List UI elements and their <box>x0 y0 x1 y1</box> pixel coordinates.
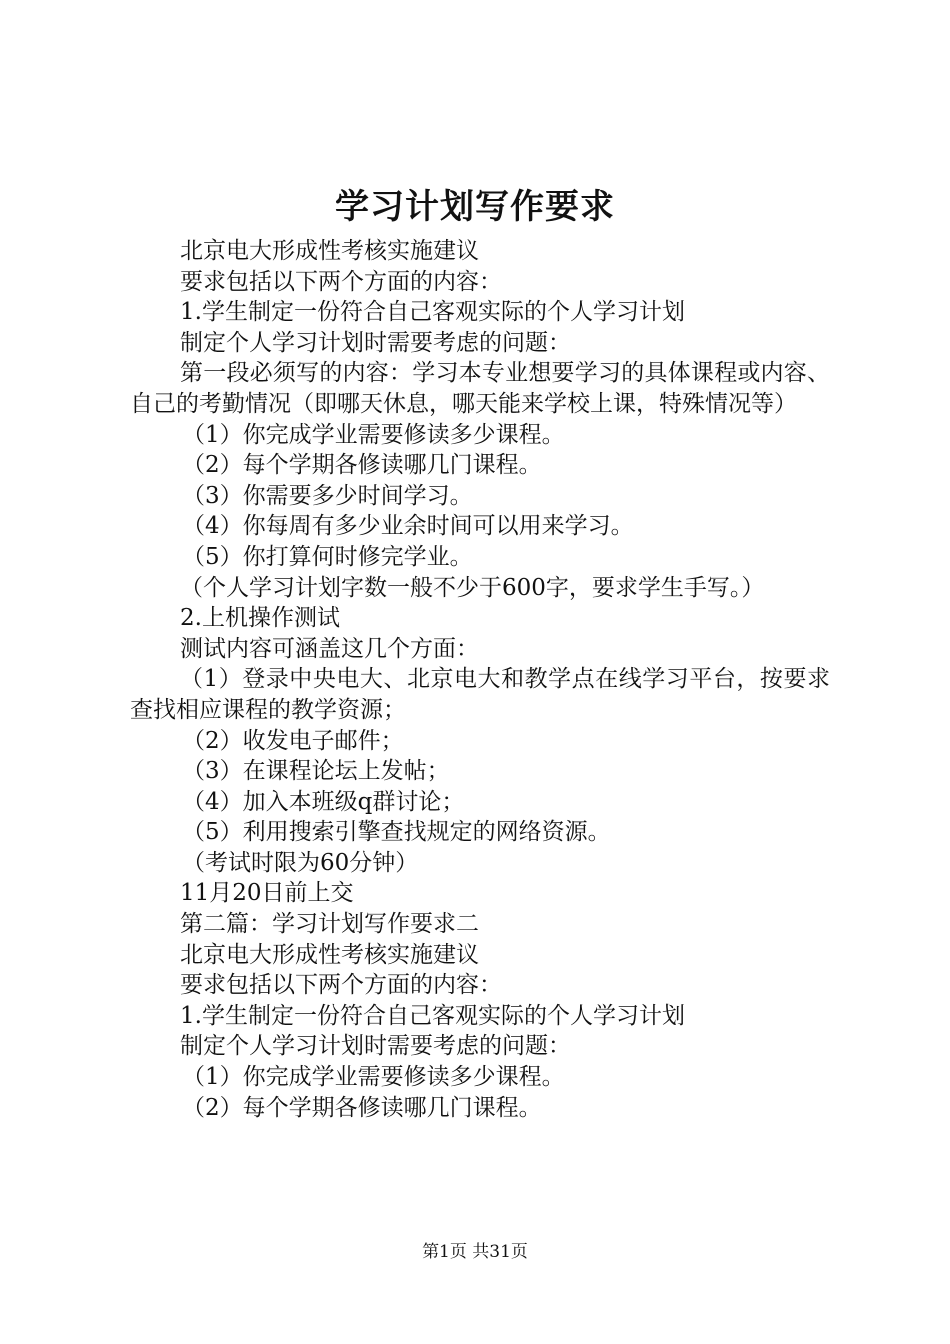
list-item: （3）在课程论坛上发帖； <box>182 758 450 785</box>
paragraph-line: 制定个人学习计划时需要考虑的问题： <box>180 329 571 356</box>
list-item: （1）登录中央电大、北京电大和教学点在线学习平台，按要求查找相应课程的教学资源； <box>130 666 830 723</box>
document-title: 学习计划写作要求 <box>335 187 615 227</box>
paragraph-line: 要求包括以下两个方面的内容： <box>180 268 502 295</box>
list-item: （5）利用搜索引擎查找规定的网络资源。 <box>182 819 611 846</box>
paragraph-line: 1.学生制定一份符合自己客观实际的个人学习计划 <box>180 299 685 326</box>
paragraph-line: 1.学生制定一份符合自己客观实际的个人学习计划 <box>180 1002 685 1029</box>
paragraph-line: 第一段必须写的内容：学习本专业想要学习的具体课程或内容、自己的考勤情况（即哪天休息，哪天能来学校上课，特殊情况等） <box>130 360 830 417</box>
paragraph-line: 11月20日前上交 <box>180 880 354 907</box>
list-item: （5）你打算何时修完学业。 <box>182 543 473 570</box>
list-item: （3）你需要多少时间学习。 <box>182 482 473 509</box>
list-item: （4）你每周有多少业余时间可以用来学习。 <box>182 513 634 540</box>
paragraph-line: 2.上机操作测试 <box>180 605 340 632</box>
paragraph-line: 测试内容可涵盖这几个方面： <box>180 635 479 662</box>
section-heading: 第二篇：学习计划写作要求二 <box>180 911 479 938</box>
list-item: （1）你完成学业需要修读多少课程。 <box>182 421 565 448</box>
list-item: （2）每个学期各修读哪几门课程。 <box>182 1094 542 1121</box>
list-item: （1）你完成学业需要修读多少课程。 <box>182 1064 565 1091</box>
list-item: （2）收发电子邮件； <box>182 727 404 754</box>
paragraph-line: 北京电大形成性考核实施建议 <box>180 941 479 968</box>
paragraph-line: （个人学习计划字数一般不少于600字，要求学生手写。） <box>180 574 765 601</box>
paragraph-line: （考试时限为60分钟） <box>182 849 419 876</box>
list-item: （4）加入本班级q群讨论； <box>182 788 465 815</box>
paragraph-line: 北京电大形成性考核实施建议 <box>180 238 479 264</box>
page-indicator: 第1页 共31页 <box>422 1242 528 1262</box>
paragraph-line: 制定个人学习计划时需要考虑的问题： <box>180 1033 571 1060</box>
document-body <box>130 236 830 1123</box>
paragraph-line: 要求包括以下两个方面的内容： <box>180 972 502 999</box>
list-item: （2）每个学期各修读哪几门课程。 <box>182 452 542 479</box>
